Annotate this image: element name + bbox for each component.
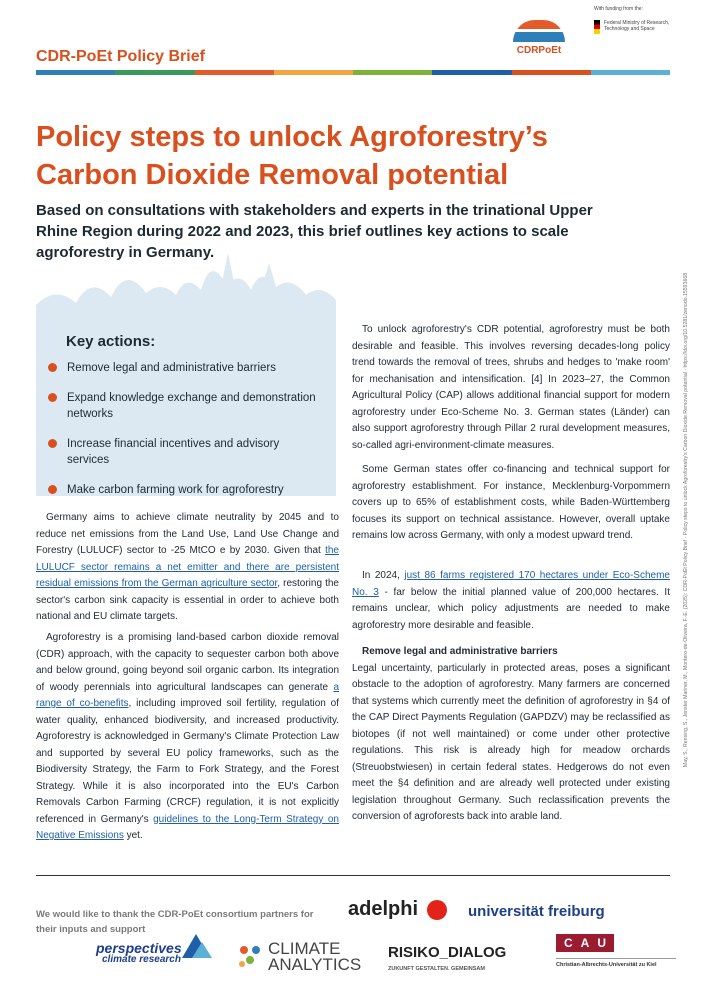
text-run: yet.: [123, 830, 143, 841]
paragraph-lulucf: [36, 510, 339, 626]
text-run: , including improved soil fertility, regulation of water quality, enhanced biodiversity, and increased productivity. Agroforestry is acknowledged in Germany's Climate Protection Law and supported by several EU policy frameworks, such as the Biodiversity Strategy, the Farm to Fork Strategy, and the Forest Strategy. While it is also incorporated into the EU's Carbon Removals Carbon Farming (CRCF) regulation, it is not explicitly referenced in Germany's: [36, 698, 339, 825]
text-run: Agroforestry is a promising land-based carbon dioxide removal (CDR) approach, with the capacity to sequester carbon both above and below ground, going beyond soil organic carbon. Its integration of woody perennials into agricultural landscapes can generate: [36, 632, 339, 693]
strip-segment: [432, 70, 511, 75]
strip-segment: [591, 70, 670, 75]
funding-note: [594, 6, 684, 33]
section-heading-legal: Remove legal and administrative barriers: [362, 646, 558, 657]
cau-logo: [556, 934, 676, 968]
ministry-name: Federal Ministry of Research, Technology and Space: [604, 20, 670, 33]
risiko-dialog-logo: [388, 945, 506, 977]
paragraph-2024: [352, 568, 670, 634]
key-actions-title: Key actions:: [66, 333, 156, 350]
climate-text: CLIMATE: [268, 939, 341, 958]
key-action-item: [48, 360, 324, 376]
link-co-benefits[interactable]: a range of co-benefits: [36, 681, 339, 709]
text-run: - far below the initial planned value of 200,000 hectares. It remains unclear, which policy adjustments are needed to make agroforestry more desirable and feasible.: [352, 586, 670, 631]
right-column-states: [352, 462, 670, 545]
footer-divider: [36, 875, 670, 876]
funding-text: With funding from the:: [594, 6, 643, 12]
right-column-2024: [352, 568, 670, 634]
strip-segment: [115, 70, 194, 75]
strip-segment: [195, 70, 274, 75]
footer-thanks: We would like to thank the CDR-PoEt consortium partners for their inputs and support: [36, 909, 314, 935]
key-action-item: [48, 482, 324, 498]
perspectives-mark-icon: [178, 928, 214, 964]
key-action-text: Make carbon farming work for agroforestry: [67, 484, 284, 496]
perspectives-logo: [96, 942, 182, 966]
risiko-dialog-text: RISIKO_DIALOG: [388, 944, 507, 961]
link-eco-scheme[interactable]: just 86 farms registered 170 hectares under Eco-Scheme No. 3: [352, 570, 670, 598]
cdr-poet-logo-text: CDRPoEt: [516, 45, 562, 56]
left-column-cont: [36, 630, 339, 845]
key-action-item: [48, 390, 324, 422]
left-column: [36, 510, 339, 626]
adelphi-logo: [348, 898, 447, 921]
strip-segment: [353, 70, 432, 75]
key-actions-box: [36, 322, 336, 496]
cdr-poet-logo: [508, 20, 570, 56]
freiburg-logo: universität freiburg: [468, 903, 605, 920]
paragraph-states: Some German states offer co-financing and technical support for agroforestry establishment. For instance, Mecklenburg-Vorpommern covers up to 65% of establishment costs, while Baden-Württemberg focuses its support on technical assistance. However, overall uptake remains low across Germany, with only a modest upward trend.: [352, 464, 670, 541]
paragraph-cap: To unlock agroforestry's CDR potential, agroforestry must be both desirable and feasible. This involves reversing decades-long policy trend towards the removal of trees, shrubs and hedges to 'make room' for mechanisation and intensification. [4] In 2023–27, the Common Agricultural Policy (CAP) allows additional financial support for modern agroforestry under Eco-Scheme No. 3. German states (Länder) can also support agroforestry through Pillar 2 rural development measures, so-called agri-environment-climate measures.: [352, 324, 670, 451]
side-citation: [674, 150, 698, 890]
risiko-dialog-tagline: ZUKUNFT GESTALTEN. GEMEINSAM: [388, 966, 485, 972]
page-title: Policy steps to unlock Agroforestry’s Carbon Dioxide Removal potential: [36, 121, 548, 191]
climate-analytics-logo: [268, 941, 361, 973]
right-column-legal: [352, 644, 670, 826]
climate-analytics-mark-icon: [236, 942, 264, 970]
text-run: , restoring the sector's carbon sink capacity is essential in order to achieve both national and EU climate targets.: [36, 578, 339, 622]
cdr-poet-logo-mark: [513, 20, 565, 42]
side-citation-text: May, S., Rensing, S., Jenster Mariner, M., Montero-de-Oliveira, F.-E. (2025): CDR-PoEt Policy Brief - Policy steps to unlock Agroforestry's Carbon Dioxide Removal potential · https://doi.org/10.5281/zenodo.15593668: [683, 272, 689, 768]
bullet-icon: [48, 485, 57, 494]
cau-letters: CAU: [556, 934, 614, 952]
page-subtitle: Based on consultations with stakeholders and experts in the trinational Upper Rhine Region during 2022 and 2023, this brief outlines key actions to scale agroforestry in Germany.: [36, 202, 593, 261]
text-run: In 2024,: [362, 570, 405, 581]
strip-segment: [36, 70, 115, 75]
key-action-item: [48, 436, 324, 468]
color-strip: [36, 70, 670, 75]
bullet-icon: [48, 363, 57, 372]
key-action-text: Expand knowledge exchange and demonstration networks: [67, 392, 316, 420]
bullet-icon: [48, 393, 57, 402]
strip-segment: [512, 70, 591, 75]
link-lulucf-emitter[interactable]: the LULUCF sector remains a net emitter and there are persistent residual emissions from the German agriculture sector: [36, 545, 339, 589]
key-action-text: Increase financial incentives and advisory services: [67, 438, 280, 466]
right-column: [352, 322, 670, 454]
text-run: Germany aims to achieve climate neutrality by 2045 and to reduce net emissions from the Land Use, Land Use Change and Forestry (LULUCF) sector to -25 MtCO e by 2030. Given that: [36, 512, 339, 556]
german-flag-icon: [594, 20, 600, 34]
perspectives-text: perspectives: [96, 940, 182, 956]
cau-name: Christian-Albrechts-Universität zu Kiel: [556, 958, 676, 968]
analytics-text: ANALYTICS: [268, 955, 362, 974]
tree-silhouette-icon: [36, 245, 336, 325]
key-action-text: Remove legal and administrative barriers: [67, 362, 277, 374]
paragraph-agroforestry: [36, 630, 339, 845]
strip-segment: [274, 70, 353, 75]
link-long-term-strategy[interactable]: guidelines to the Long-Term Strategy on Negative Emissions: [36, 813, 339, 841]
bullet-icon: [48, 439, 57, 448]
perspectives-subtext: climate research: [102, 954, 181, 965]
adelphi-mark-icon: [427, 900, 447, 920]
adelphi-logo-text: adelphi: [348, 898, 419, 920]
brief-label: CDR-PoEt Policy Brief: [36, 48, 205, 65]
paragraph-legal: Legal uncertainty, particularly in protected areas, poses a significant obstacle to the adoption of agroforestry. Many farmers are concerned that systems which currently meet the definition of agroforestry in §4 of the CAP Direct Payments Regulation (GAPDZV) may be reclassified as biotopes (if not well maintained) or come under other protective regulations. This risk is already high for meadow orchards (Streuobstwiesen) in certain federal states. Hedgerows do not even meet the §4 definition and are already well protected under existing legislation throughout Germany. Such reclassification prevents the conversion of agroforests back into arable land.: [352, 662, 670, 822]
